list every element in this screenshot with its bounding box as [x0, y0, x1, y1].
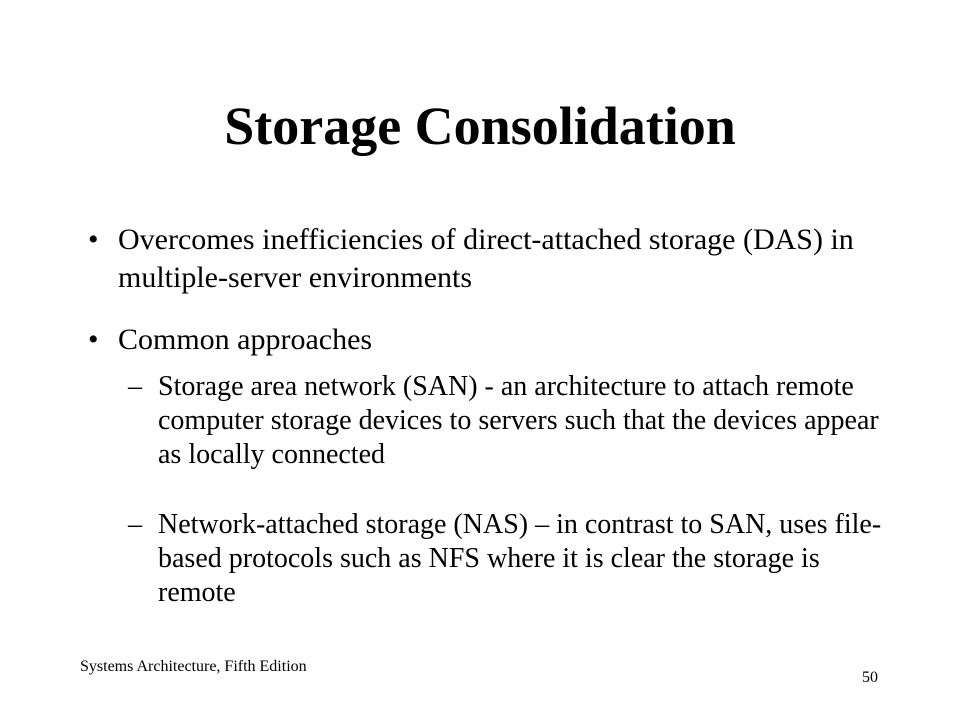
bullet-item-das: [88, 221, 908, 297]
footer-book-title: Systems Architecture, Fifth Edition: [80, 658, 307, 675]
sub-item-text: Storage area network (SAN) - an architecture to attach remote computer storage devices to servers such that the devices appear as locally connected: [158, 371, 879, 470]
slide-title: Storage Consolidation: [224, 96, 736, 156]
footer-page-number: 50: [862, 669, 878, 686]
bullet-marker: •: [88, 223, 99, 256]
dash-marker: –: [128, 371, 142, 402]
sub-item-text: Network-attached storage (NAS) – in contrast to SAN, uses file-based protocols such as NFS where it is clear the storage is remote: [158, 509, 882, 608]
dash-marker: –: [128, 509, 142, 540]
sub-item-san: [128, 370, 898, 472]
bullet-item-approaches: [88, 321, 908, 359]
bullet-text: Overcomes inefficiencies of direct-attached storage (DAS) in multiple-server environments: [118, 223, 854, 294]
sub-item-nas: [128, 508, 898, 610]
bullet-marker: •: [88, 323, 99, 356]
bullet-text: Common approaches: [118, 323, 373, 356]
